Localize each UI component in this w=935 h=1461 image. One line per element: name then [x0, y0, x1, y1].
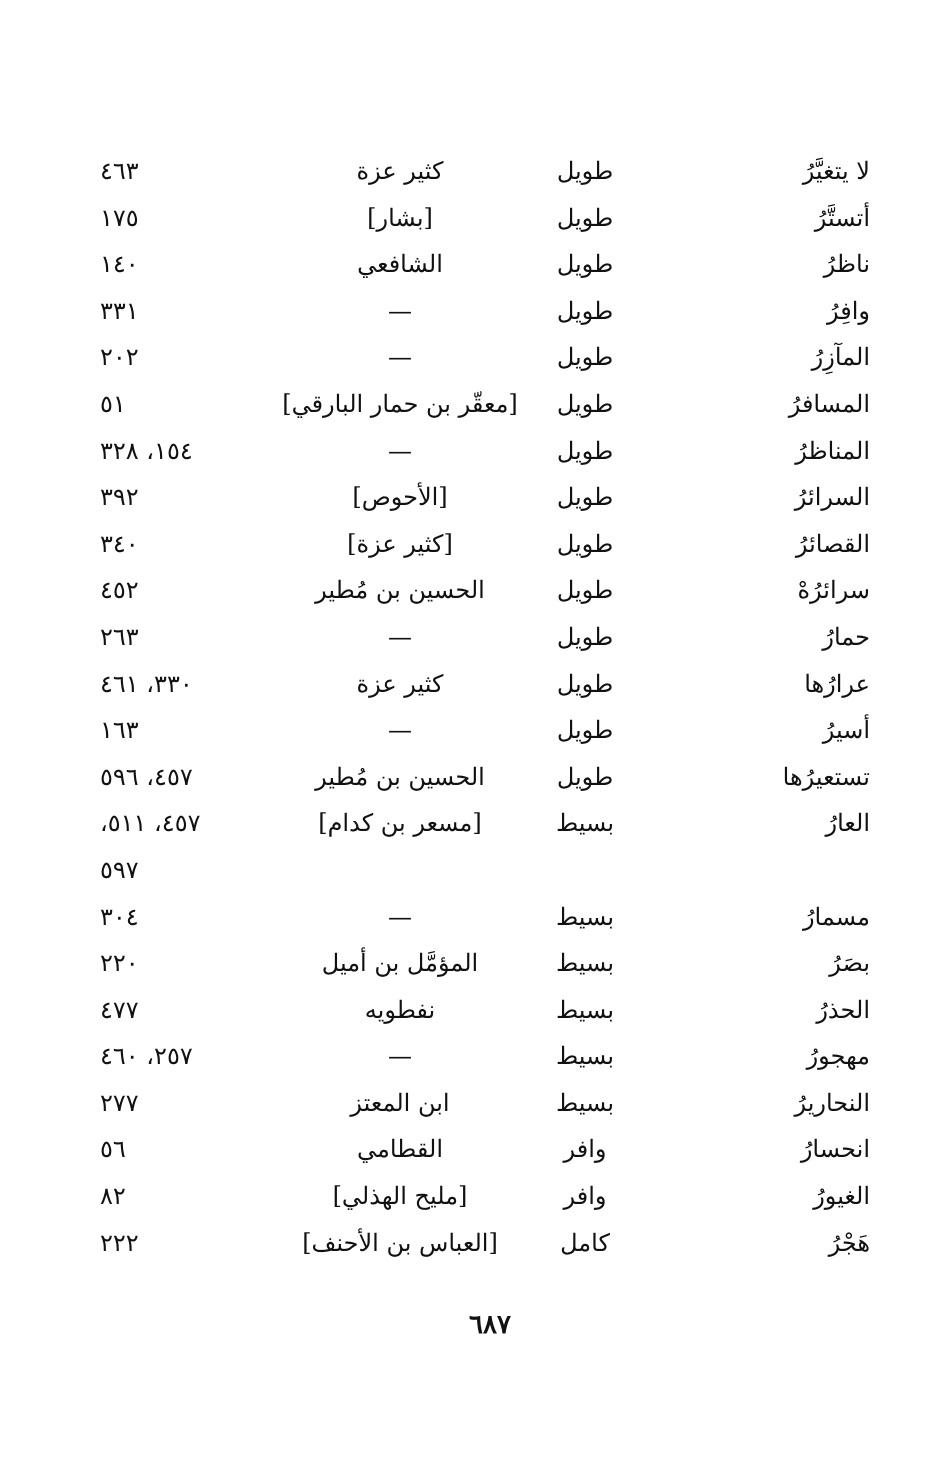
index-row	[100, 195, 870, 242]
poet-cell: كثير عزة	[356, 157, 444, 185]
index-row	[100, 334, 870, 381]
rhyme-cell: سرائرُهْ	[797, 576, 870, 605]
pages-text: ٢٠٢	[100, 343, 139, 372]
index-row	[100, 381, 870, 428]
poet-cell: [مسعر بن كدام]	[318, 809, 482, 838]
index-row	[100, 241, 870, 288]
meter-cell: كامل	[560, 1228, 610, 1257]
index-row	[100, 614, 870, 661]
poet-cell: كثير عزة	[356, 669, 444, 698]
index-row	[100, 940, 870, 987]
rhyme-cell: ناظرُ	[823, 250, 870, 279]
index-row	[100, 474, 870, 521]
poet-cell	[275, 847, 525, 894]
poet-cell: القطامي	[357, 1135, 443, 1164]
pages-cell	[100, 288, 250, 335]
pages-text: ٥١	[100, 389, 126, 418]
poet-cell: [الأحوص]	[352, 483, 448, 512]
poet-cell: [كثير عزة]	[347, 529, 453, 558]
poet-cell: [العباس بن الأحنف]	[302, 1228, 498, 1257]
rhyme-cell: مهجورُ	[806, 1042, 870, 1071]
index-row	[100, 754, 870, 801]
meter-cell: بسيط	[555, 1042, 615, 1071]
meter-cell: بسيط	[555, 995, 615, 1024]
meter-cell: طويل	[556, 529, 614, 558]
pages-cell	[100, 428, 250, 475]
pages-text: ٨٢	[100, 1182, 126, 1211]
rhyme-cell: عرارُها	[804, 669, 870, 698]
pages-cell	[100, 707, 250, 754]
meter-cell: وافر	[563, 1182, 607, 1211]
index-row	[100, 567, 870, 614]
rhyme-cell: المسافرُ	[788, 389, 870, 418]
pages-cell	[100, 1033, 250, 1080]
index-row	[100, 288, 870, 335]
pages-cell	[100, 521, 250, 568]
pages-cell	[100, 381, 250, 428]
rhyme-cell: لا يتغيَّرُ	[802, 157, 870, 185]
rhyme-cell: الغيورُ	[813, 1182, 870, 1211]
pages-text: ٥٦	[100, 1135, 126, 1164]
poet-cell: المؤمَّل بن أميل	[321, 949, 479, 978]
poet-cell: —	[388, 622, 412, 651]
meter-cell: طويل	[556, 203, 614, 232]
rhyme-cell: العارُ	[825, 809, 870, 838]
rhyme-cell: المناظرُ	[795, 436, 870, 465]
pages-cell	[100, 754, 250, 801]
rhyme-cell: انحسارُ	[800, 1135, 870, 1164]
poet-cell: —	[388, 296, 412, 325]
rhyme-cell: أتستَّرُ	[814, 203, 870, 232]
poet-cell: [معقّر بن حمار البارقي]	[282, 389, 518, 418]
meter-cell: طويل	[556, 716, 614, 745]
index-row	[100, 707, 870, 754]
index-row	[100, 661, 870, 708]
index-row	[100, 1033, 870, 1080]
meter-cell: طويل	[556, 250, 614, 279]
pages-cell	[100, 940, 250, 987]
rhyme-cell: المآزِرُ	[811, 343, 870, 372]
meter-cell: طويل	[556, 436, 614, 465]
pages-cell	[100, 334, 250, 381]
meter-cell: بسيط	[555, 902, 615, 931]
pages-cell	[100, 1220, 250, 1267]
rhyme-cell: الحذرُ	[816, 995, 870, 1024]
pages-cell	[100, 661, 250, 708]
pages-text: ٢٧٧	[100, 1088, 139, 1117]
index-row	[100, 1126, 870, 1173]
index-row	[100, 1173, 870, 1220]
pages-cell	[100, 241, 250, 288]
rhyme-index-table	[100, 148, 870, 1266]
index-row	[100, 987, 870, 1034]
rhyme-cell: تستعيرُها	[782, 762, 870, 791]
pages-text: ٢٢٢	[100, 1228, 139, 1257]
poet-cell: الشافعي	[357, 250, 443, 279]
poet-cell: نفطويه	[364, 995, 436, 1024]
index-row	[100, 1220, 870, 1267]
index-row	[100, 847, 870, 894]
pages-text: ٤٦٣	[100, 157, 139, 185]
pages-text: ٤٥٢	[100, 576, 139, 605]
pages-cell	[100, 1126, 250, 1173]
poet-cell: —	[388, 1042, 412, 1071]
rhyme-cell: وافِرُ	[827, 296, 870, 325]
pages-text: ٢٥٧، ٤٦٠	[100, 1042, 193, 1071]
poet-cell: ابن المعتز	[350, 1088, 450, 1117]
pages-cell	[100, 894, 250, 941]
meter-cell: طويل	[556, 483, 614, 512]
meter-cell: طويل	[556, 296, 614, 325]
rhyme-cell	[720, 847, 870, 894]
index-row	[100, 800, 870, 847]
rhyme-cell: حمارُ	[822, 622, 870, 651]
index-row	[100, 894, 870, 941]
rhyme-cell: السرائرُ	[794, 483, 870, 512]
pages-cell	[100, 474, 250, 521]
meter-cell: طويل	[556, 622, 614, 651]
pages-text: ٤٧٧	[100, 995, 139, 1024]
meter-cell: بسيط	[555, 949, 615, 978]
pages-text: ١٧٥	[100, 203, 139, 232]
rhyme-cell: النحاريرُ	[794, 1088, 870, 1117]
rhyme-cell: بصَرُ	[829, 949, 870, 978]
pages-cell	[100, 567, 250, 614]
meter-cell	[525, 847, 645, 894]
poet-cell: [بشار]	[367, 203, 433, 232]
pages-text: ٣٣١	[100, 296, 139, 325]
pages-text: ٣٣٠، ٤٦١	[100, 669, 193, 698]
pages-cell	[100, 1173, 250, 1220]
index-row	[100, 521, 870, 568]
poet-cell: —	[388, 902, 412, 931]
poet-cell: [مليح الهذلي]	[332, 1182, 468, 1211]
pages-cell	[100, 800, 250, 847]
pages-cell	[100, 1080, 250, 1127]
meter-cell: بسيط	[555, 1088, 615, 1117]
poet-cell: الحسين بن مُطير	[315, 576, 485, 605]
pages-cell	[100, 195, 250, 242]
pages-cell	[100, 614, 250, 661]
poet-cell: —	[388, 716, 412, 745]
pages-cell	[100, 987, 250, 1034]
pages-text: ٤٥٧، ٥٩٦	[100, 762, 193, 791]
pages-text: ٢٦٣	[100, 622, 139, 651]
meter-cell: طويل	[556, 669, 614, 698]
index-row	[100, 1080, 870, 1127]
meter-cell: طويل	[556, 389, 614, 418]
pages-cell	[100, 148, 250, 195]
meter-cell: بسيط	[555, 809, 615, 838]
pages-text: ١٥٤، ٣٢٨	[100, 436, 193, 465]
poet-cell: —	[388, 436, 412, 465]
pages-text: ٤٥٧، ٥١١،	[100, 809, 201, 838]
meter-cell: وافر	[563, 1135, 607, 1164]
pages-text: ٣٤٠	[100, 529, 139, 558]
pages-text: ١٦٣	[100, 716, 139, 745]
rhyme-cell: القصائرُ	[795, 529, 870, 558]
meter-cell: طويل	[556, 343, 614, 372]
poet-cell: —	[388, 343, 412, 372]
rhyme-cell: أسيرُ	[822, 716, 870, 745]
meter-cell: طويل	[556, 576, 614, 605]
poet-cell: الحسين بن مُطير	[315, 762, 485, 791]
meter-cell: طويل	[556, 762, 614, 791]
rhyme-cell: هَجْرُ	[828, 1228, 870, 1257]
index-row	[100, 148, 870, 195]
index-row	[100, 428, 870, 475]
pages-text: ٥٩٧	[100, 855, 139, 884]
meter-cell: طويل	[556, 157, 614, 185]
rhyme-cell: مسمارُ	[802, 902, 870, 931]
pages-cell	[100, 847, 250, 894]
pages-text: ٣٠٤	[100, 902, 139, 931]
pages-text: ٢٢٠	[100, 949, 139, 978]
page-number: ٦٨٧	[469, 1310, 511, 1340]
pages-text: ٣٩٢	[100, 483, 139, 512]
pages-text: ١٤٠	[100, 250, 139, 279]
